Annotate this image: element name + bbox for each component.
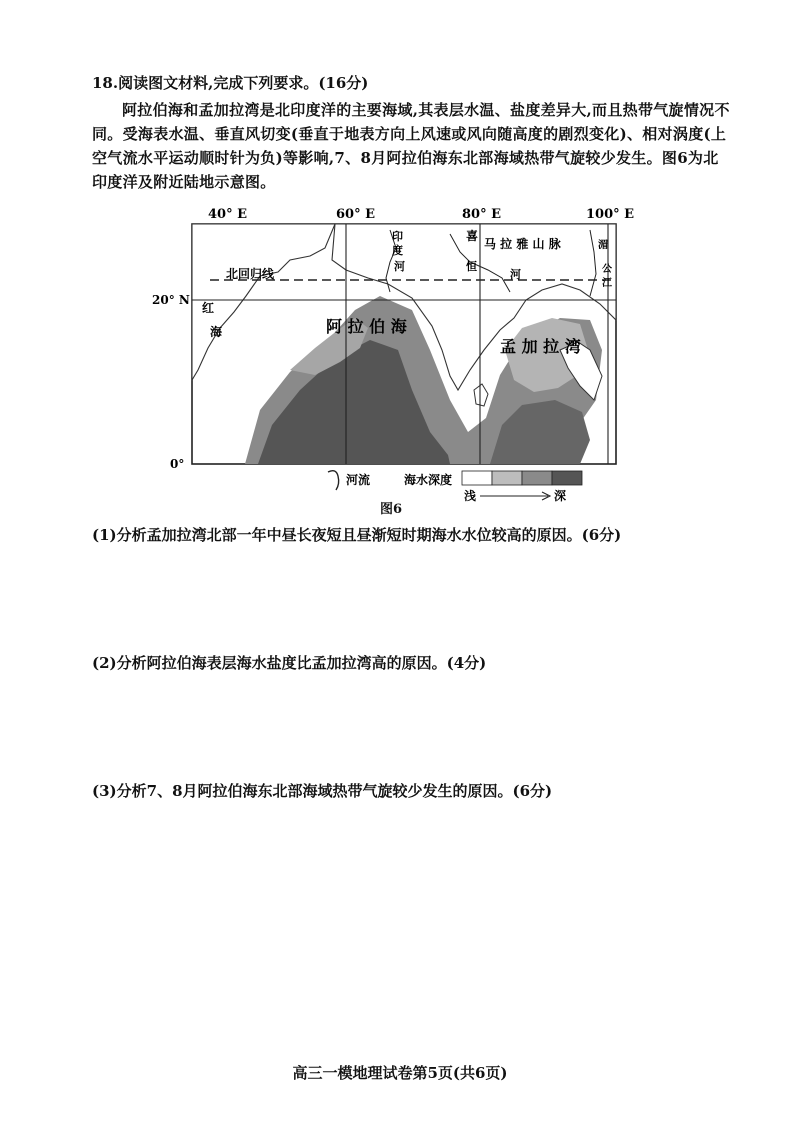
himalaya-label: 马 拉 雅 山 脉 (484, 237, 561, 251)
question-paragraph: 阿拉伯海和孟加拉湾是北印度洋的主要海域,其表层水温、盐度差异大,而且热带气旋情况不同。受海表水温、垂直风切变(垂直于地表方向上风速或风向随高度的剧烈变化)、相对涡度(上空气流水平运动顺时针为负)等影响,7、8月阿拉伯海东北部海域热带气旋较少发生。图6为北印度洋及附近陆地示意图。 (92, 101, 730, 191)
indus-label-1: 印 (392, 230, 403, 243)
indus-label-2: 度 (392, 244, 403, 257)
legend-deep-label: 深 (554, 489, 567, 503)
depth-swatch-1 (462, 471, 492, 485)
lat-label-20n: 20° N (152, 293, 190, 307)
map-legend (328, 471, 582, 503)
himalaya-prefix: 喜 (466, 229, 479, 243)
depth-swatch-4 (552, 471, 582, 485)
question-heading: 18.阅读图文材料,完成下列要求。(16分) (92, 74, 369, 92)
depth-swatch-2 (492, 471, 522, 485)
red-sea-label-2: 海 (210, 325, 223, 339)
river-right-label-1: 湄 (598, 240, 608, 251)
page-footer: 高三一模地理试卷第5页(共6页) (292, 1064, 508, 1082)
legend-river-label: 河流 (346, 473, 371, 487)
legend-depth-label: 海水深度 (404, 473, 453, 487)
sub-question-3: (3)分析7、8月阿拉伯海东北部海域热带气旋较少发生的原因。(6分) (92, 782, 553, 800)
figure-caption: 图6 (380, 502, 403, 517)
ganges-label-2: 河 (510, 268, 521, 281)
river-right-label-3: 江 (602, 278, 612, 289)
indus-label-3: 河 (394, 260, 405, 273)
red-sea-label-1: 红 (202, 301, 215, 315)
river-right-label-2: 公 (602, 264, 612, 275)
tropic-label: 北回归线 (226, 267, 275, 281)
lat-label-0: 0° (170, 457, 185, 471)
depth-swatch-3 (522, 471, 552, 485)
bay-of-bengal-label: 孟 加 拉 湾 (500, 337, 581, 356)
legend-shallow-label: 浅 (464, 489, 477, 503)
ganges-label-1: 恒 (466, 260, 477, 273)
lon-label-60e: 60° E (336, 207, 376, 222)
sub-question-2: (2)分析阿拉伯海表层海水盐度比孟加拉湾高的原因。(4分) (92, 654, 487, 672)
arabian-sea-label: 阿 拉 伯 海 (326, 317, 407, 336)
river-legend-symbol (328, 471, 339, 490)
lon-label-100e: 100° E (586, 207, 635, 222)
lon-label-40e: 40° E (208, 207, 248, 222)
figure-6-map (150, 200, 650, 510)
lon-label-80e: 80° E (462, 207, 502, 222)
sub-question-1: (1)分析孟加拉湾北部一年中昼长夜短且昼渐短时期海水水位较高的原因。(6分) (92, 526, 622, 544)
